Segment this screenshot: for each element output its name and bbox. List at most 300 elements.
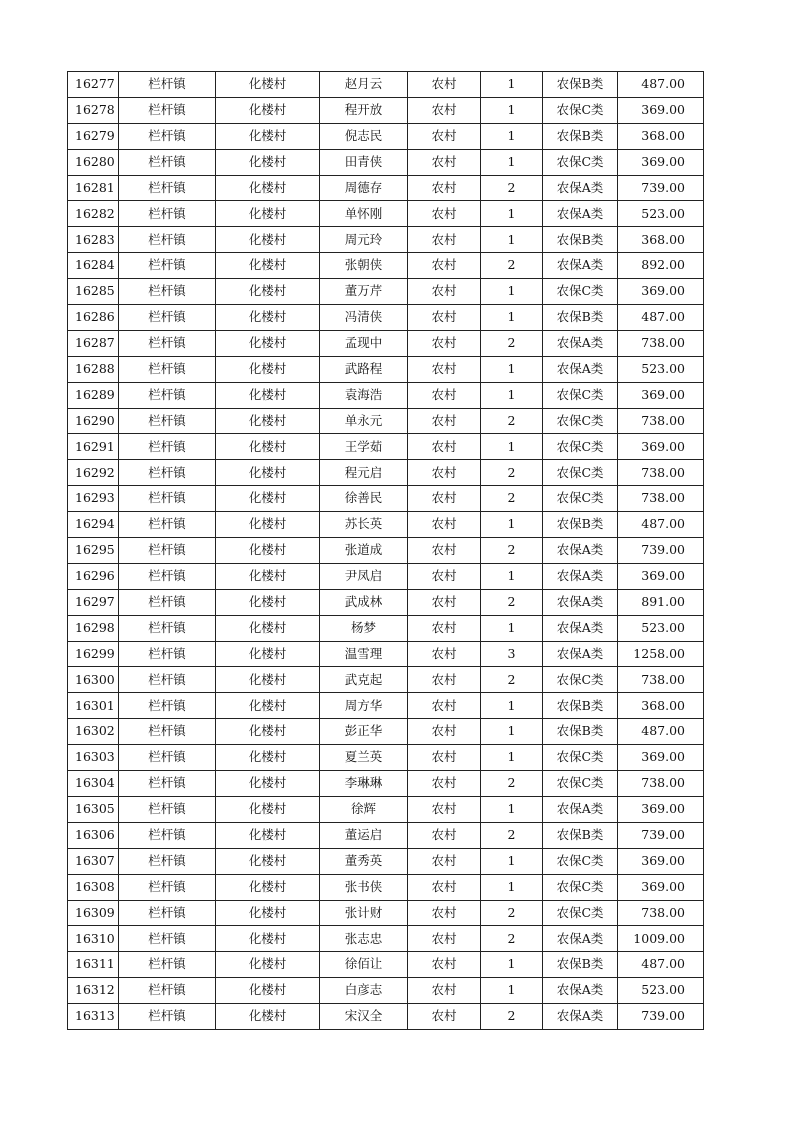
- residence-type-cell: 农村: [408, 667, 481, 693]
- record-id-cell: 16286: [68, 305, 119, 331]
- household-count-cell: 1: [481, 874, 543, 900]
- record-id-cell: 16296: [68, 563, 119, 589]
- village-cell: 化楼村: [216, 408, 320, 434]
- name-cell: 武成林: [320, 589, 408, 615]
- household-count-cell: 1: [481, 693, 543, 719]
- table-row: [68, 822, 704, 848]
- residence-type-cell: 农村: [408, 848, 481, 874]
- insurance-category-cell: 农保A类: [543, 201, 618, 227]
- residence-type-cell: 农村: [408, 72, 481, 98]
- table-row: [68, 796, 704, 822]
- village-cell: 化楼村: [216, 952, 320, 978]
- household-count-cell: 1: [481, 72, 543, 98]
- town-cell: 栏杆镇: [119, 123, 216, 149]
- town-cell: 栏杆镇: [119, 434, 216, 460]
- town-cell: 栏杆镇: [119, 745, 216, 771]
- table-row: [68, 460, 704, 486]
- record-id-cell: 16280: [68, 149, 119, 175]
- town-cell: 栏杆镇: [119, 305, 216, 331]
- village-cell: 化楼村: [216, 486, 320, 512]
- village-cell: 化楼村: [216, 796, 320, 822]
- record-id-cell: 16281: [68, 175, 119, 201]
- amount-cell: 1258.00: [618, 641, 704, 667]
- residence-type-cell: 农村: [408, 279, 481, 305]
- village-cell: 化楼村: [216, 512, 320, 538]
- record-id-cell: 16310: [68, 926, 119, 952]
- village-cell: 化楼村: [216, 538, 320, 564]
- amount-cell: 369.00: [618, 279, 704, 305]
- town-cell: 栏杆镇: [119, 771, 216, 797]
- name-cell: 张道成: [320, 538, 408, 564]
- name-cell: 尹凤启: [320, 563, 408, 589]
- residence-type-cell: 农村: [408, 978, 481, 1004]
- record-id-cell: 16305: [68, 796, 119, 822]
- amount-cell: 1009.00: [618, 926, 704, 952]
- town-cell: 栏杆镇: [119, 201, 216, 227]
- amount-cell: 368.00: [618, 123, 704, 149]
- amount-cell: 487.00: [618, 512, 704, 538]
- residence-type-cell: 农村: [408, 563, 481, 589]
- record-id-cell: 16297: [68, 589, 119, 615]
- village-cell: 化楼村: [216, 693, 320, 719]
- name-cell: 程开放: [320, 97, 408, 123]
- town-cell: 栏杆镇: [119, 279, 216, 305]
- amount-cell: 369.00: [618, 97, 704, 123]
- insurance-category-cell: 农保C类: [543, 408, 618, 434]
- town-cell: 栏杆镇: [119, 693, 216, 719]
- town-cell: 栏杆镇: [119, 356, 216, 382]
- table-row: [68, 330, 704, 356]
- town-cell: 栏杆镇: [119, 149, 216, 175]
- record-id-cell: 16278: [68, 97, 119, 123]
- residence-type-cell: 农村: [408, 822, 481, 848]
- insurance-category-cell: 农保B类: [543, 952, 618, 978]
- table-row: [68, 667, 704, 693]
- name-cell: 武路程: [320, 356, 408, 382]
- household-count-cell: 2: [481, 408, 543, 434]
- insurance-category-cell: 农保C类: [543, 848, 618, 874]
- town-cell: 栏杆镇: [119, 719, 216, 745]
- amount-cell: 523.00: [618, 356, 704, 382]
- town-cell: 栏杆镇: [119, 615, 216, 641]
- record-id-cell: 16307: [68, 848, 119, 874]
- insurance-category-cell: 农保A类: [543, 1004, 618, 1030]
- record-id-cell: 16300: [68, 667, 119, 693]
- record-id-cell: 16299: [68, 641, 119, 667]
- residence-type-cell: 农村: [408, 1004, 481, 1030]
- amount-cell: 738.00: [618, 900, 704, 926]
- name-cell: 徐善民: [320, 486, 408, 512]
- table-row: [68, 123, 704, 149]
- amount-cell: 738.00: [618, 771, 704, 797]
- record-id-cell: 16294: [68, 512, 119, 538]
- village-cell: 化楼村: [216, 253, 320, 279]
- insurance-category-cell: 农保A类: [543, 330, 618, 356]
- insurance-category-cell: 农保C类: [543, 434, 618, 460]
- household-count-cell: 1: [481, 848, 543, 874]
- village-cell: 化楼村: [216, 848, 320, 874]
- residence-type-cell: 农村: [408, 952, 481, 978]
- table-row: [68, 771, 704, 797]
- name-cell: 单永元: [320, 408, 408, 434]
- record-id-cell: 16311: [68, 952, 119, 978]
- village-cell: 化楼村: [216, 563, 320, 589]
- table-row: [68, 201, 704, 227]
- village-cell: 化楼村: [216, 771, 320, 797]
- residence-type-cell: 农村: [408, 149, 481, 175]
- record-id-cell: 16290: [68, 408, 119, 434]
- insurance-category-cell: 农保B类: [543, 72, 618, 98]
- town-cell: 栏杆镇: [119, 72, 216, 98]
- record-id-cell: 16306: [68, 822, 119, 848]
- village-cell: 化楼村: [216, 745, 320, 771]
- residence-type-cell: 农村: [408, 330, 481, 356]
- household-count-cell: 2: [481, 253, 543, 279]
- insurance-category-cell: 农保C类: [543, 97, 618, 123]
- village-cell: 化楼村: [216, 97, 320, 123]
- residence-type-cell: 农村: [408, 641, 481, 667]
- insurance-category-cell: 农保C类: [543, 771, 618, 797]
- table-row: [68, 175, 704, 201]
- insurance-category-cell: 农保C类: [543, 382, 618, 408]
- amount-cell: 738.00: [618, 486, 704, 512]
- record-id-cell: 16279: [68, 123, 119, 149]
- amount-cell: 738.00: [618, 460, 704, 486]
- amount-cell: 738.00: [618, 667, 704, 693]
- insurance-category-cell: 农保A类: [543, 175, 618, 201]
- residence-type-cell: 农村: [408, 97, 481, 123]
- name-cell: 董万芹: [320, 279, 408, 305]
- household-count-cell: 1: [481, 356, 543, 382]
- household-count-cell: 3: [481, 641, 543, 667]
- amount-cell: 523.00: [618, 615, 704, 641]
- village-cell: 化楼村: [216, 719, 320, 745]
- insurance-category-cell: 农保A类: [543, 615, 618, 641]
- amount-cell: 487.00: [618, 305, 704, 331]
- village-cell: 化楼村: [216, 641, 320, 667]
- amount-cell: 892.00: [618, 253, 704, 279]
- town-cell: 栏杆镇: [119, 874, 216, 900]
- table-row: [68, 305, 704, 331]
- amount-cell: 369.00: [618, 434, 704, 460]
- town-cell: 栏杆镇: [119, 952, 216, 978]
- town-cell: 栏杆镇: [119, 408, 216, 434]
- name-cell: 武克起: [320, 667, 408, 693]
- table-row: [68, 745, 704, 771]
- insurance-category-cell: 农保A类: [543, 563, 618, 589]
- amount-cell: 739.00: [618, 1004, 704, 1030]
- table-row: [68, 978, 704, 1004]
- village-cell: 化楼村: [216, 330, 320, 356]
- amount-cell: 487.00: [618, 719, 704, 745]
- record-id-cell: 16289: [68, 382, 119, 408]
- residence-type-cell: 农村: [408, 434, 481, 460]
- table-row: [68, 72, 704, 98]
- residence-type-cell: 农村: [408, 926, 481, 952]
- insurance-category-cell: 农保A类: [543, 589, 618, 615]
- record-id-cell: 16301: [68, 693, 119, 719]
- name-cell: 徐辉: [320, 796, 408, 822]
- record-id-cell: 16295: [68, 538, 119, 564]
- record-id-cell: 16284: [68, 253, 119, 279]
- insurance-category-cell: 农保A类: [543, 978, 618, 1004]
- amount-cell: 739.00: [618, 822, 704, 848]
- household-count-cell: 1: [481, 952, 543, 978]
- town-cell: 栏杆镇: [119, 382, 216, 408]
- village-cell: 化楼村: [216, 227, 320, 253]
- household-count-cell: 2: [481, 175, 543, 201]
- record-id-cell: 16293: [68, 486, 119, 512]
- town-cell: 栏杆镇: [119, 1004, 216, 1030]
- village-cell: 化楼村: [216, 667, 320, 693]
- household-count-cell: 2: [481, 1004, 543, 1030]
- name-cell: 董运启: [320, 822, 408, 848]
- record-id-cell: 16309: [68, 900, 119, 926]
- residence-type-cell: 农村: [408, 175, 481, 201]
- table-row: [68, 97, 704, 123]
- amount-cell: 738.00: [618, 330, 704, 356]
- town-cell: 栏杆镇: [119, 97, 216, 123]
- village-cell: 化楼村: [216, 615, 320, 641]
- insurance-category-cell: 农保B类: [543, 227, 618, 253]
- residence-type-cell: 农村: [408, 589, 481, 615]
- record-id-cell: 16303: [68, 745, 119, 771]
- residence-type-cell: 农村: [408, 356, 481, 382]
- town-cell: 栏杆镇: [119, 667, 216, 693]
- insurance-category-cell: 农保C类: [543, 745, 618, 771]
- name-cell: 田青侠: [320, 149, 408, 175]
- record-id-cell: 16288: [68, 356, 119, 382]
- name-cell: 周元玲: [320, 227, 408, 253]
- household-count-cell: 1: [481, 97, 543, 123]
- village-cell: 化楼村: [216, 434, 320, 460]
- table-row: [68, 538, 704, 564]
- amount-cell: 369.00: [618, 149, 704, 175]
- insurance-category-cell: 农保C类: [543, 149, 618, 175]
- town-cell: 栏杆镇: [119, 926, 216, 952]
- record-id-cell: 16312: [68, 978, 119, 1004]
- name-cell: 张朝侠: [320, 253, 408, 279]
- insurance-category-cell: 农保A类: [543, 796, 618, 822]
- amount-cell: 369.00: [618, 848, 704, 874]
- record-id-cell: 16285: [68, 279, 119, 305]
- household-count-cell: 2: [481, 822, 543, 848]
- table-row: [68, 356, 704, 382]
- household-count-cell: 1: [481, 149, 543, 175]
- household-count-cell: 1: [481, 279, 543, 305]
- insurance-category-cell: 农保C类: [543, 874, 618, 900]
- residence-type-cell: 农村: [408, 538, 481, 564]
- table-row: [68, 641, 704, 667]
- insurance-category-cell: 农保A类: [543, 253, 618, 279]
- table-row: [68, 589, 704, 615]
- record-id-cell: 16304: [68, 771, 119, 797]
- residence-type-cell: 农村: [408, 460, 481, 486]
- household-count-cell: 2: [481, 589, 543, 615]
- residence-type-cell: 农村: [408, 382, 481, 408]
- insurance-category-cell: 农保A类: [543, 926, 618, 952]
- residence-type-cell: 农村: [408, 796, 481, 822]
- household-count-cell: 1: [481, 796, 543, 822]
- table-row: [68, 512, 704, 538]
- village-cell: 化楼村: [216, 175, 320, 201]
- household-count-cell: 1: [481, 745, 543, 771]
- name-cell: 张志忠: [320, 926, 408, 952]
- table-row: [68, 408, 704, 434]
- table-row: [68, 279, 704, 305]
- table-row: [68, 693, 704, 719]
- amount-cell: 738.00: [618, 408, 704, 434]
- household-count-cell: 2: [481, 771, 543, 797]
- name-cell: 王学茹: [320, 434, 408, 460]
- residence-type-cell: 农村: [408, 408, 481, 434]
- amount-cell: 369.00: [618, 745, 704, 771]
- village-cell: 化楼村: [216, 900, 320, 926]
- table-row: [68, 615, 704, 641]
- household-count-cell: 1: [481, 382, 543, 408]
- table-row: [68, 563, 704, 589]
- village-cell: 化楼村: [216, 356, 320, 382]
- village-cell: 化楼村: [216, 201, 320, 227]
- village-cell: 化楼村: [216, 123, 320, 149]
- name-cell: 倪志民: [320, 123, 408, 149]
- household-count-cell: 2: [481, 460, 543, 486]
- household-count-cell: 2: [481, 486, 543, 512]
- amount-cell: 523.00: [618, 201, 704, 227]
- village-cell: 化楼村: [216, 589, 320, 615]
- table-row: [68, 952, 704, 978]
- insurance-category-cell: 农保B类: [543, 693, 618, 719]
- residence-type-cell: 农村: [408, 719, 481, 745]
- household-count-cell: 1: [481, 978, 543, 1004]
- village-cell: 化楼村: [216, 382, 320, 408]
- amount-cell: 369.00: [618, 874, 704, 900]
- insurance-category-cell: 农保B类: [543, 305, 618, 331]
- table-row: [68, 926, 704, 952]
- village-cell: 化楼村: [216, 279, 320, 305]
- name-cell: 彭正华: [320, 719, 408, 745]
- name-cell: 夏兰英: [320, 745, 408, 771]
- record-id-cell: 16277: [68, 72, 119, 98]
- insurance-category-cell: 农保C类: [543, 486, 618, 512]
- town-cell: 栏杆镇: [119, 253, 216, 279]
- name-cell: 李琳琳: [320, 771, 408, 797]
- insurance-category-cell: 农保C类: [543, 900, 618, 926]
- village-cell: 化楼村: [216, 822, 320, 848]
- record-id-cell: 16292: [68, 460, 119, 486]
- residence-type-cell: 农村: [408, 305, 481, 331]
- table-row: [68, 382, 704, 408]
- record-id-cell: 16298: [68, 615, 119, 641]
- amount-cell: 487.00: [618, 72, 704, 98]
- name-cell: 周方华: [320, 693, 408, 719]
- insurance-category-cell: 农保C类: [543, 667, 618, 693]
- town-cell: 栏杆镇: [119, 486, 216, 512]
- name-cell: 冯清侠: [320, 305, 408, 331]
- name-cell: 徐佰让: [320, 952, 408, 978]
- village-cell: 化楼村: [216, 305, 320, 331]
- table-row: [68, 149, 704, 175]
- village-cell: 化楼村: [216, 1004, 320, 1030]
- village-cell: 化楼村: [216, 72, 320, 98]
- amount-cell: 739.00: [618, 175, 704, 201]
- household-count-cell: 1: [481, 305, 543, 331]
- village-cell: 化楼村: [216, 460, 320, 486]
- name-cell: 白彦志: [320, 978, 408, 1004]
- name-cell: 程元启: [320, 460, 408, 486]
- name-cell: 张书侠: [320, 874, 408, 900]
- table-row: [68, 848, 704, 874]
- name-cell: 董秀英: [320, 848, 408, 874]
- name-cell: 苏长英: [320, 512, 408, 538]
- insurance-category-cell: 农保A类: [543, 356, 618, 382]
- residence-type-cell: 农村: [408, 227, 481, 253]
- residence-type-cell: 农村: [408, 745, 481, 771]
- roster-table: [67, 71, 704, 1030]
- town-cell: 栏杆镇: [119, 978, 216, 1004]
- table-row: [68, 874, 704, 900]
- name-cell: 温雪理: [320, 641, 408, 667]
- household-count-cell: 2: [481, 926, 543, 952]
- town-cell: 栏杆镇: [119, 460, 216, 486]
- table-row: [68, 253, 704, 279]
- amount-cell: 487.00: [618, 952, 704, 978]
- record-id-cell: 16302: [68, 719, 119, 745]
- residence-type-cell: 农村: [408, 253, 481, 279]
- insurance-category-cell: 农保A类: [543, 538, 618, 564]
- record-id-cell: 16283: [68, 227, 119, 253]
- household-count-cell: 2: [481, 538, 543, 564]
- name-cell: 周德存: [320, 175, 408, 201]
- town-cell: 栏杆镇: [119, 589, 216, 615]
- household-count-cell: 1: [481, 719, 543, 745]
- household-count-cell: 2: [481, 330, 543, 356]
- name-cell: 张计财: [320, 900, 408, 926]
- record-id-cell: 16287: [68, 330, 119, 356]
- town-cell: 栏杆镇: [119, 641, 216, 667]
- residence-type-cell: 农村: [408, 512, 481, 538]
- name-cell: 袁海浩: [320, 382, 408, 408]
- residence-type-cell: 农村: [408, 693, 481, 719]
- town-cell: 栏杆镇: [119, 512, 216, 538]
- table-row: [68, 900, 704, 926]
- village-cell: 化楼村: [216, 149, 320, 175]
- table-row: [68, 227, 704, 253]
- town-cell: 栏杆镇: [119, 227, 216, 253]
- town-cell: 栏杆镇: [119, 822, 216, 848]
- household-count-cell: 1: [481, 563, 543, 589]
- town-cell: 栏杆镇: [119, 563, 216, 589]
- record-id-cell: 16282: [68, 201, 119, 227]
- residence-type-cell: 农村: [408, 771, 481, 797]
- amount-cell: 369.00: [618, 563, 704, 589]
- household-count-cell: 1: [481, 512, 543, 538]
- village-cell: 化楼村: [216, 874, 320, 900]
- residence-type-cell: 农村: [408, 123, 481, 149]
- town-cell: 栏杆镇: [119, 538, 216, 564]
- town-cell: 栏杆镇: [119, 848, 216, 874]
- name-cell: 赵月云: [320, 72, 408, 98]
- insurance-category-cell: 农保B类: [543, 719, 618, 745]
- town-cell: 栏杆镇: [119, 175, 216, 201]
- name-cell: 宋汉全: [320, 1004, 408, 1030]
- amount-cell: 523.00: [618, 978, 704, 1004]
- table-row: [68, 1004, 704, 1030]
- amount-cell: 891.00: [618, 589, 704, 615]
- amount-cell: 368.00: [618, 227, 704, 253]
- village-cell: 化楼村: [216, 978, 320, 1004]
- household-count-cell: 1: [481, 615, 543, 641]
